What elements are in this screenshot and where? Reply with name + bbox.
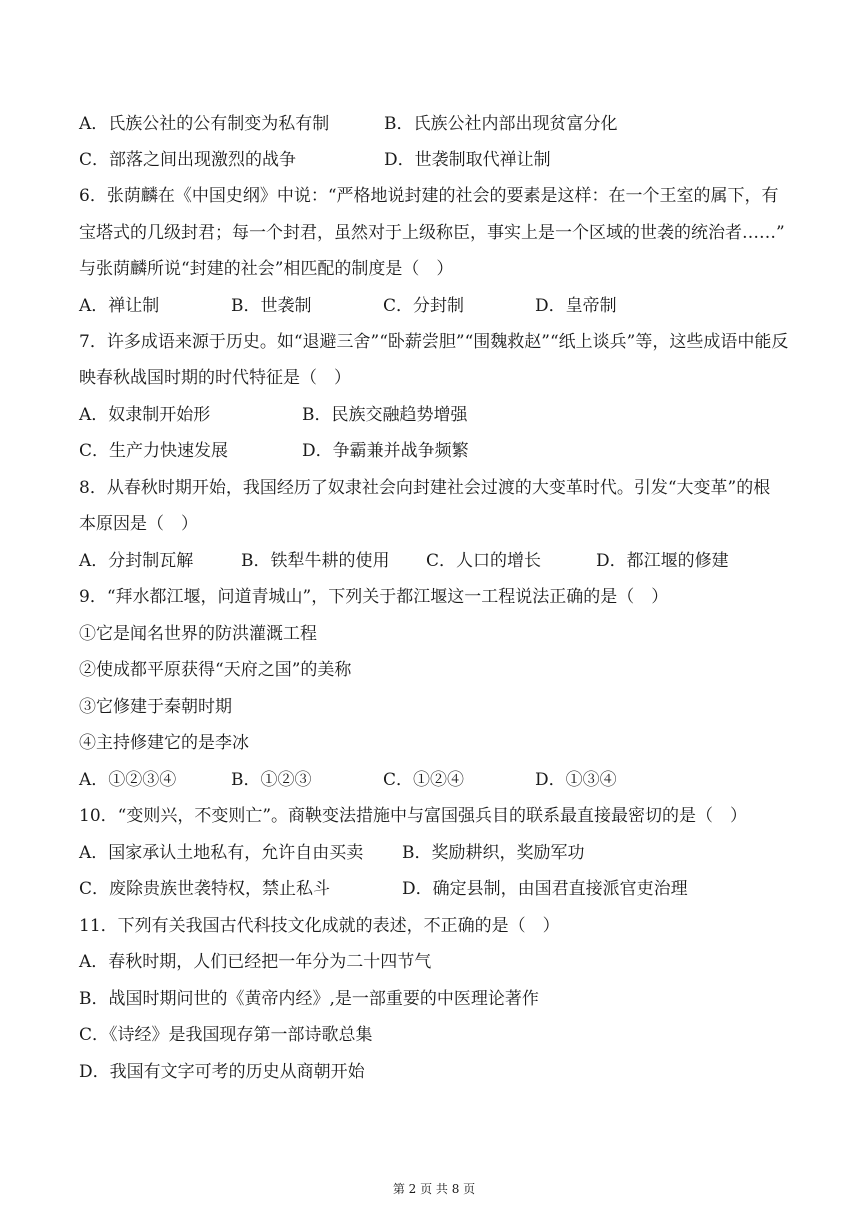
q6-option-b: B．世袭制	[231, 296, 312, 316]
q10-option-b: B．奖励耕织，奖励军功	[402, 843, 585, 863]
q9-option-b: B．①②③	[231, 770, 312, 790]
q11-option-b: B．战国时期问世的《黄帝内经》,是一部重要的中医理论著作	[79, 989, 539, 1009]
q7-option-c: C．生产力快速发展	[79, 441, 229, 461]
q9-option-c: C．①②④	[383, 770, 465, 790]
q5-option-b: B．氏族公社内部出现贫富分化	[384, 114, 618, 134]
q9-item-1: ①它是闻名世界的防洪灌溉工程	[79, 624, 317, 644]
q8-option-a: A．分封制瓦解	[79, 551, 194, 571]
q6-option-d: D．皇帝制	[535, 296, 617, 316]
q9-item-2: ②使成都平原获得“天府之国”的美称	[79, 660, 352, 680]
q6-stem-line-3: 与张荫麟所说“封建的社会”相匹配的制度是（ ）	[79, 259, 454, 279]
q8-stem-line-1: 8．从春秋时期开始，我国经历了奴隶社会向封建社会过渡的大变革时代。引发“大变革”的根	[79, 478, 771, 498]
q5-option-d: D．世袭制取代禅让制	[384, 150, 551, 170]
q8-option-b: B．铁犁牛耕的使用	[241, 551, 390, 571]
q5-option-c: C．部落之间出现激烈的战争	[79, 150, 297, 170]
q9-item-3: ③它修建于秦朝时期	[79, 697, 232, 717]
q6-stem-line-1: 6．张荫麟在《中国史纲》中说：“严格地说封建的社会的要素是这样：在一个王室的属下，有	[79, 186, 779, 206]
q9-option-a: A．①②③④	[79, 770, 177, 790]
q11-option-a: A．春秋时期，人们已经把一年分为二十四节气	[79, 952, 432, 972]
q7-option-a: A．奴隶制开始形	[79, 405, 211, 425]
q6-option-a: A．禅让制	[79, 296, 160, 316]
q8-stem-line-2: 本原因是（ ）	[79, 514, 198, 534]
q8-option-c: C．人口的增长	[426, 551, 542, 571]
q7-option-d: D．争霸兼并战争频繁	[302, 441, 469, 461]
q11-option-c: C．《诗经》是我国现存第一部诗歌总集	[79, 1025, 373, 1045]
q10-option-c: C．废除贵族世袭特权，禁止私斗	[79, 879, 331, 899]
q10-stem: 10．“变则兴，不变则亡”。商鞅变法措施中与富国强兵目的联系最直接最密切的是（ ）	[79, 806, 748, 826]
page-footer: 第 2 页 共 8 页	[392, 1182, 476, 1196]
q7-stem-line-2: 映春秋战国时期的时代特征是（ ）	[79, 368, 351, 388]
q9-option-d: D．①③④	[535, 770, 617, 790]
q7-option-b: B．民族交融趋势增强	[302, 405, 468, 425]
q11-stem: 11．下列有关我国古代科技文化成就的表述，不正确的是（ ）	[79, 916, 560, 936]
q6-stem-line-2: 宝塔式的几级封君；每一个封君，虽然对于上级称臣，事实上是一个区域的世袭的统治者……”	[79, 223, 785, 243]
q7-stem-line-1: 7．许多成语来源于历史。如“退避三舍”“卧薪尝胆”“围魏救赵”“纸上谈兵”等，这些成语中能反	[79, 332, 789, 352]
q9-stem: 9．“拜水都江堰，问道青城山”，下列关于都江堰这一工程说法正确的是（ ）	[79, 587, 669, 607]
q5-option-a: A．氏族公社的公有制变为私有制	[79, 114, 330, 134]
q10-option-a: A．国家承认土地私有，允许自由买卖	[79, 843, 364, 863]
q11-option-d: D．我国有文字可考的历史从商朝开始	[79, 1062, 365, 1082]
q6-option-c: C．分封制	[383, 296, 465, 316]
q10-option-d: D．确定县制，由国君直接派官吏治理	[402, 879, 688, 899]
q8-option-d: D．都江堰的修建	[596, 551, 729, 571]
q9-item-4: ④主持修建它的是李冰	[79, 733, 249, 753]
